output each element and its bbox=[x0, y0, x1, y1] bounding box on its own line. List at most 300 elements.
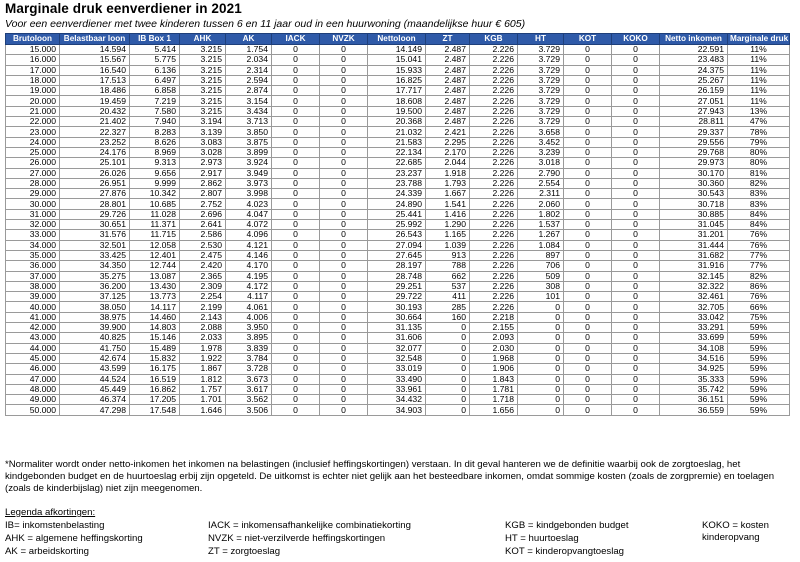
table-cell: 2.917 bbox=[180, 168, 226, 178]
table-cell: 3.028 bbox=[180, 147, 226, 157]
table-cell: 0 bbox=[518, 312, 564, 322]
table-cell: 2.033 bbox=[180, 333, 226, 343]
table-cell: 59% bbox=[728, 384, 790, 394]
legend-item-kgb: KGB = kindgebonden budget bbox=[505, 520, 629, 531]
table-row bbox=[6, 220, 790, 230]
table-cell: 0 bbox=[612, 55, 660, 65]
table-cell: 3.018 bbox=[518, 158, 564, 168]
table-cell: 22.591 bbox=[660, 45, 728, 55]
table-cell: 30.664 bbox=[368, 312, 426, 322]
table-cell: 15.832 bbox=[130, 353, 180, 363]
table-cell: 0 bbox=[426, 405, 470, 415]
table-cell: 45.449 bbox=[60, 384, 130, 394]
table-cell: 2.218 bbox=[470, 312, 518, 322]
table-cell: 0 bbox=[320, 158, 368, 168]
table-row bbox=[6, 45, 790, 55]
table-cell: 0 bbox=[272, 117, 320, 127]
table-cell: 2.088 bbox=[180, 323, 226, 333]
table-cell: 0 bbox=[612, 333, 660, 343]
table-cell: 101 bbox=[518, 292, 564, 302]
table-cell: 0 bbox=[518, 323, 564, 333]
table-cell: 76% bbox=[728, 230, 790, 240]
table-cell: 34.903 bbox=[368, 405, 426, 415]
table-cell: 28.197 bbox=[368, 261, 426, 271]
legend-item-zt: ZT = zorgtoeslag bbox=[208, 546, 281, 557]
table-cell: 18.486 bbox=[60, 86, 130, 96]
table-cell: 2.487 bbox=[426, 86, 470, 96]
table-cell: 80% bbox=[728, 147, 790, 157]
table-cell: 27.645 bbox=[368, 250, 426, 260]
table-cell: 2.093 bbox=[470, 333, 518, 343]
table-cell: 0 bbox=[320, 96, 368, 106]
table-cell: 0 bbox=[564, 240, 612, 250]
table-cell: 3.728 bbox=[226, 364, 272, 374]
table-cell: 34.516 bbox=[660, 353, 728, 363]
table-cell: 0 bbox=[612, 343, 660, 353]
legend-title-text: Legenda afkortingen: bbox=[5, 507, 96, 518]
table-cell: 46.000 bbox=[6, 364, 60, 374]
table-cell: 38.000 bbox=[6, 281, 60, 291]
table-cell: 2.420 bbox=[180, 261, 226, 271]
table-cell: 0 bbox=[320, 343, 368, 353]
table-cell: 0 bbox=[612, 106, 660, 116]
table-cell: 2.226 bbox=[470, 96, 518, 106]
table-cell: 33.961 bbox=[368, 384, 426, 394]
table-cell: 0 bbox=[564, 220, 612, 230]
table-cell: 0 bbox=[272, 343, 320, 353]
table-cell: 3.729 bbox=[518, 75, 564, 85]
table-cell: 12.058 bbox=[130, 240, 180, 250]
table-cell: 38.975 bbox=[60, 312, 130, 322]
table-cell: 21.583 bbox=[368, 137, 426, 147]
table-cell: 0 bbox=[612, 281, 660, 291]
table-cell: 5.775 bbox=[130, 55, 180, 65]
table-cell: 2.487 bbox=[426, 65, 470, 75]
table-cell: 0 bbox=[320, 395, 368, 405]
table-cell: 0 bbox=[518, 353, 564, 363]
table-cell: 0 bbox=[612, 302, 660, 312]
table-cell: 24.890 bbox=[368, 199, 426, 209]
table-cell: 10.342 bbox=[130, 189, 180, 199]
table-cell: 285 bbox=[426, 302, 470, 312]
table-cell: 0 bbox=[320, 220, 368, 230]
table-cell: 2.170 bbox=[426, 147, 470, 157]
table-cell: 1.718 bbox=[470, 395, 518, 405]
table-cell: 16.825 bbox=[368, 75, 426, 85]
table-cell: 3.239 bbox=[518, 147, 564, 157]
table-cell: 2.862 bbox=[180, 178, 226, 188]
table-cell: 0 bbox=[272, 250, 320, 260]
table-cell: 19.500 bbox=[368, 106, 426, 116]
table-cell: 2.790 bbox=[518, 168, 564, 178]
table-cell: 31.606 bbox=[368, 333, 426, 343]
table-cell: 0 bbox=[612, 395, 660, 405]
table-cell: 0 bbox=[272, 65, 320, 75]
table-cell: 3.215 bbox=[180, 55, 226, 65]
table-cell: 22.134 bbox=[368, 147, 426, 157]
table-cell: 0 bbox=[564, 45, 612, 55]
table-cell: 2.254 bbox=[180, 292, 226, 302]
table-cell: 31.444 bbox=[660, 240, 728, 250]
table-cell: 4.047 bbox=[226, 209, 272, 219]
table-cell: 3.895 bbox=[226, 333, 272, 343]
column-header: Marginale druk bbox=[728, 34, 790, 45]
table-cell: 0 bbox=[426, 395, 470, 405]
table-cell: 31.135 bbox=[368, 323, 426, 333]
table-cell: 0 bbox=[320, 199, 368, 209]
table-cell: 0 bbox=[320, 364, 368, 374]
table-cell: 1.039 bbox=[426, 240, 470, 250]
legend-item-ak: AK = arbeidskorting bbox=[5, 546, 89, 557]
table-cell: 31.045 bbox=[660, 220, 728, 230]
table-cell: 35.275 bbox=[60, 271, 130, 281]
table-cell: 2.155 bbox=[470, 323, 518, 333]
table-cell: 34.108 bbox=[660, 343, 728, 353]
table-cell: 0 bbox=[426, 374, 470, 384]
table-cell: 78% bbox=[728, 127, 790, 137]
table-cell: 19.000 bbox=[6, 86, 60, 96]
table-cell: 0 bbox=[564, 250, 612, 260]
table-cell: 79% bbox=[728, 137, 790, 147]
table-row bbox=[6, 189, 790, 199]
table-cell: 11% bbox=[728, 55, 790, 65]
table-cell: 43.599 bbox=[60, 364, 130, 374]
table-cell: 0 bbox=[564, 106, 612, 116]
table-cell: 4.172 bbox=[226, 281, 272, 291]
table-cell: 0 bbox=[612, 75, 660, 85]
table-cell: 1.646 bbox=[180, 405, 226, 415]
table-cell: 0 bbox=[320, 75, 368, 85]
table-cell: 3.973 bbox=[226, 178, 272, 188]
table-cell: 4.146 bbox=[226, 250, 272, 260]
table-cell: 0 bbox=[272, 405, 320, 415]
table-cell: 2.365 bbox=[180, 271, 226, 281]
table-cell: 2.060 bbox=[518, 199, 564, 209]
column-header: Belastbaar loon bbox=[60, 34, 130, 45]
table-cell: 1.978 bbox=[180, 343, 226, 353]
table-cell: 0 bbox=[272, 240, 320, 250]
table-cell: 537 bbox=[426, 281, 470, 291]
table-cell: 29.000 bbox=[6, 189, 60, 199]
table-cell: 0 bbox=[320, 353, 368, 363]
table-cell: 24.176 bbox=[60, 147, 130, 157]
table-cell: 2.295 bbox=[426, 137, 470, 147]
table-row bbox=[6, 209, 790, 219]
legend-item-ahk: AHK = algemene heffingskorting bbox=[5, 533, 143, 544]
table-cell: 0 bbox=[612, 199, 660, 209]
legend-item-kot: KOT = kinderopvangtoeslag bbox=[505, 546, 625, 557]
table-cell: 0 bbox=[564, 178, 612, 188]
table-cell: 6.136 bbox=[130, 65, 180, 75]
table-cell: 0 bbox=[320, 189, 368, 199]
table-cell: 48.000 bbox=[6, 384, 60, 394]
table-cell: 40.000 bbox=[6, 302, 60, 312]
table-cell: 3.562 bbox=[226, 395, 272, 405]
table-cell: 31.916 bbox=[660, 261, 728, 271]
table-cell: 411 bbox=[426, 292, 470, 302]
table-cell: 16.175 bbox=[130, 364, 180, 374]
table-cell: 0 bbox=[612, 127, 660, 137]
legend-item-nvzk: NVZK = niet-verzilverde heffingskortingen bbox=[208, 533, 386, 544]
table-cell: 0 bbox=[320, 333, 368, 343]
table-cell: 0 bbox=[518, 374, 564, 384]
table-cell: 0 bbox=[612, 312, 660, 322]
table-cell: 13.087 bbox=[130, 271, 180, 281]
table-header-row bbox=[6, 34, 790, 45]
table-cell: 32.145 bbox=[660, 271, 728, 281]
table-cell: 0 bbox=[426, 384, 470, 394]
table-cell: 2.475 bbox=[180, 250, 226, 260]
table-cell: 0 bbox=[518, 405, 564, 415]
table-cell: 35.000 bbox=[6, 250, 60, 260]
table-cell: 77% bbox=[728, 261, 790, 271]
table-cell: 2.421 bbox=[426, 127, 470, 137]
table-cell: 0 bbox=[612, 323, 660, 333]
table-cell: 11% bbox=[728, 86, 790, 96]
table-cell: 15.000 bbox=[6, 45, 60, 55]
table-cell: 0 bbox=[612, 292, 660, 302]
table-cell: 0 bbox=[320, 147, 368, 157]
table-cell: 2.226 bbox=[470, 250, 518, 260]
column-header: Brutoloon bbox=[6, 34, 60, 45]
table-cell: 2.034 bbox=[226, 55, 272, 65]
table-cell: 1.754 bbox=[226, 45, 272, 55]
table-cell: 0 bbox=[272, 178, 320, 188]
table-cell: 2.226 bbox=[470, 65, 518, 75]
table-row bbox=[6, 281, 790, 291]
table-cell: 76% bbox=[728, 292, 790, 302]
table-cell: 0 bbox=[320, 323, 368, 333]
table-cell: 2.226 bbox=[470, 55, 518, 65]
table-cell: 82% bbox=[728, 271, 790, 281]
table-cell: 0 bbox=[612, 405, 660, 415]
table-cell: 21.402 bbox=[60, 117, 130, 127]
legend-item-iack: IACK = inkomensafhankelijke combinatiekorting bbox=[208, 520, 411, 531]
table-cell: 3.784 bbox=[226, 353, 272, 363]
table-cell: 82% bbox=[728, 178, 790, 188]
table-cell: 32.077 bbox=[368, 343, 426, 353]
table-cell: 2.807 bbox=[180, 189, 226, 199]
table-cell: 0 bbox=[320, 45, 368, 55]
table-cell: 31.682 bbox=[660, 250, 728, 260]
table-cell: 2.314 bbox=[226, 65, 272, 75]
table-cell: 0 bbox=[564, 158, 612, 168]
column-header: Netto inkomen bbox=[660, 34, 728, 45]
table-cell: 0 bbox=[564, 323, 612, 333]
table-cell: 0 bbox=[612, 147, 660, 157]
table-cell: 17.717 bbox=[368, 86, 426, 96]
table-cell: 1.906 bbox=[470, 364, 518, 374]
table-cell: 2.586 bbox=[180, 230, 226, 240]
table-cell: 30.885 bbox=[660, 209, 728, 219]
footnote: *Normaliter wordt onder netto-inkomen het inkomen na belastingen (inclusief heffingskortingen) verstaan. In dit geval hanteren we de definitie waarbij ook de zorgtoeslag, het kindgebonden budget en de huurtoeslag erbij zijn opgeteld. De uitkomst is echter niet gelijk aan het besteedbare inkomen, omdat sommige kosten (zoals de zorgpremie) en toelagen (zoals de kinderbijslag) niet zijn meegenomen. bbox=[5, 459, 775, 495]
table-cell: 22.327 bbox=[60, 127, 130, 137]
table-cell: 9.999 bbox=[130, 178, 180, 188]
table-cell: 788 bbox=[426, 261, 470, 271]
table-cell: 0 bbox=[320, 168, 368, 178]
table-cell: 0 bbox=[612, 137, 660, 147]
table-row bbox=[6, 127, 790, 137]
table-cell: 34.925 bbox=[660, 364, 728, 374]
table-row bbox=[6, 250, 790, 260]
table-cell: 29.251 bbox=[368, 281, 426, 291]
table-cell: 15.146 bbox=[130, 333, 180, 343]
table-row bbox=[6, 343, 790, 353]
table-cell: 14.803 bbox=[130, 323, 180, 333]
table-cell: 84% bbox=[728, 220, 790, 230]
table-cell: 0 bbox=[272, 302, 320, 312]
table-cell: 2.752 bbox=[180, 199, 226, 209]
table-cell: 0 bbox=[272, 137, 320, 147]
table-row bbox=[6, 75, 790, 85]
table-cell: 0 bbox=[272, 364, 320, 374]
table-cell: 15.567 bbox=[60, 55, 130, 65]
table-cell: 49.000 bbox=[6, 395, 60, 405]
table-cell: 3.673 bbox=[226, 374, 272, 384]
table-cell: 34.432 bbox=[368, 395, 426, 405]
table-cell: 83% bbox=[728, 189, 790, 199]
table-cell: 0 bbox=[320, 209, 368, 219]
table-cell: 2.143 bbox=[180, 312, 226, 322]
table-cell: 0 bbox=[564, 75, 612, 85]
table-cell: 0 bbox=[564, 395, 612, 405]
table-cell: 2.594 bbox=[226, 75, 272, 85]
table-cell: 1.918 bbox=[426, 168, 470, 178]
table-cell: 0 bbox=[564, 230, 612, 240]
table-cell: 1.802 bbox=[518, 209, 564, 219]
table-cell: 0 bbox=[564, 302, 612, 312]
table-cell: 3.729 bbox=[518, 55, 564, 65]
table-cell: 32.322 bbox=[660, 281, 728, 291]
table-cell: 3.083 bbox=[180, 137, 226, 147]
table-cell: 32.705 bbox=[660, 302, 728, 312]
table-cell: 2.226 bbox=[470, 220, 518, 230]
table-cell: 4.121 bbox=[226, 240, 272, 250]
table-row bbox=[6, 292, 790, 302]
table-cell: 3.194 bbox=[180, 117, 226, 127]
table-cell: 1.793 bbox=[426, 178, 470, 188]
table-cell: 41.750 bbox=[60, 343, 130, 353]
table-cell: 0 bbox=[272, 261, 320, 271]
table-cell: 26.543 bbox=[368, 230, 426, 240]
table-cell: 3.713 bbox=[226, 117, 272, 127]
table-cell: 1.968 bbox=[470, 353, 518, 363]
table-cell: 42.674 bbox=[60, 353, 130, 363]
table-cell: 2.226 bbox=[470, 168, 518, 178]
table-cell: 0 bbox=[612, 374, 660, 384]
table-cell: 913 bbox=[426, 250, 470, 260]
table-cell: 2.226 bbox=[470, 106, 518, 116]
legend-item-ib: IB= inkomstenbelasting bbox=[5, 520, 105, 531]
table-cell: 3.924 bbox=[226, 158, 272, 168]
table-cell: 59% bbox=[728, 395, 790, 405]
table-cell: 2.226 bbox=[470, 261, 518, 271]
table-cell: 0 bbox=[272, 127, 320, 137]
table-cell: 30.718 bbox=[660, 199, 728, 209]
table-cell: 29.556 bbox=[660, 137, 728, 147]
table-cell: 3.658 bbox=[518, 127, 564, 137]
table-cell: 0 bbox=[564, 271, 612, 281]
table-cell: 76% bbox=[728, 240, 790, 250]
table-cell: 84% bbox=[728, 209, 790, 219]
table-cell: 35.742 bbox=[660, 384, 728, 394]
table-row bbox=[6, 395, 790, 405]
table-cell: 46.374 bbox=[60, 395, 130, 405]
table-cell: 3.850 bbox=[226, 127, 272, 137]
table-row bbox=[6, 230, 790, 240]
table-cell: 9.656 bbox=[130, 168, 180, 178]
table-cell: 1.416 bbox=[426, 209, 470, 219]
table-cell: 14.460 bbox=[130, 312, 180, 322]
table-cell: 0 bbox=[612, 45, 660, 55]
table-cell: 509 bbox=[518, 271, 564, 281]
table-cell: 0 bbox=[564, 261, 612, 271]
table-cell: 706 bbox=[518, 261, 564, 271]
table-cell: 16.540 bbox=[60, 65, 130, 75]
table-row bbox=[6, 384, 790, 394]
table-cell: 3.729 bbox=[518, 86, 564, 96]
table-cell: 24.375 bbox=[660, 65, 728, 75]
table-cell: 11% bbox=[728, 65, 790, 75]
table-cell: 0 bbox=[518, 384, 564, 394]
table-cell: 0 bbox=[612, 168, 660, 178]
table-cell: 0 bbox=[564, 353, 612, 363]
table-cell: 0 bbox=[320, 261, 368, 271]
table-cell: 14.117 bbox=[130, 302, 180, 312]
table-cell: 17.513 bbox=[60, 75, 130, 85]
table-cell: 2.226 bbox=[470, 292, 518, 302]
table-cell: 3.215 bbox=[180, 75, 226, 85]
table-cell: 22.685 bbox=[368, 158, 426, 168]
table-cell: 0 bbox=[272, 147, 320, 157]
table-cell: 29.768 bbox=[660, 147, 728, 157]
table-cell: 0 bbox=[612, 261, 660, 271]
table-cell: 2.226 bbox=[470, 75, 518, 85]
table-cell: 2.199 bbox=[180, 302, 226, 312]
table-cell: 0 bbox=[564, 333, 612, 343]
table-cell: 34.350 bbox=[60, 261, 130, 271]
table-cell: 3.875 bbox=[226, 137, 272, 147]
table-cell: 0 bbox=[564, 55, 612, 65]
table-cell: 22.000 bbox=[6, 117, 60, 127]
table-cell: 0 bbox=[564, 199, 612, 209]
table-cell: 0 bbox=[518, 343, 564, 353]
table-cell: 32.000 bbox=[6, 220, 60, 230]
table-cell: 3.139 bbox=[180, 127, 226, 137]
table-cell: 33.291 bbox=[660, 323, 728, 333]
table-cell: 36.559 bbox=[660, 405, 728, 415]
table-cell: 2.226 bbox=[470, 178, 518, 188]
table-row bbox=[6, 55, 790, 65]
table-cell: 2.226 bbox=[470, 127, 518, 137]
table-cell: 0 bbox=[564, 86, 612, 96]
table-cell: 2.487 bbox=[426, 117, 470, 127]
table-cell: 0 bbox=[272, 353, 320, 363]
table-row bbox=[6, 302, 790, 312]
table-cell: 15.933 bbox=[368, 65, 426, 75]
table-cell: 2.226 bbox=[470, 137, 518, 147]
table-cell: 2.226 bbox=[470, 209, 518, 219]
table-cell: 2.487 bbox=[426, 96, 470, 106]
table-cell: 14.149 bbox=[368, 45, 426, 55]
table-cell: 29.337 bbox=[660, 127, 728, 137]
table-cell: 1.084 bbox=[518, 240, 564, 250]
table-cell: 27.000 bbox=[6, 168, 60, 178]
table-cell: 0 bbox=[564, 281, 612, 291]
table-cell: 13.773 bbox=[130, 292, 180, 302]
table-cell: 0 bbox=[564, 343, 612, 353]
table-cell: 11% bbox=[728, 45, 790, 55]
